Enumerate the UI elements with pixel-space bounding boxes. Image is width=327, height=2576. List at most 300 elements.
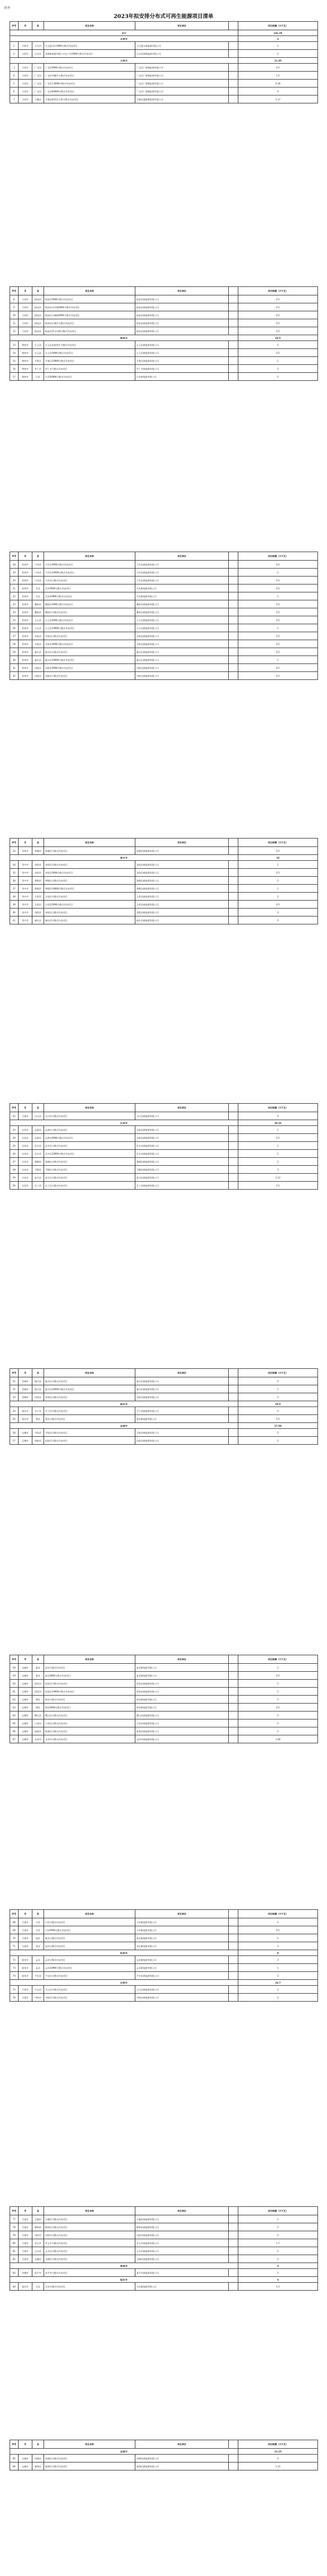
table-cell: 1 — [238, 1688, 318, 1696]
table-row — [10, 1393, 318, 1401]
table-cell: 右玉县5MW分散式风电项目 — [44, 349, 135, 357]
table-cell — [229, 847, 238, 855]
table-cell — [229, 365, 238, 373]
table-cell: 5 — [238, 1112, 318, 1120]
table-cell: 1.5 — [238, 72, 318, 80]
table-cell: 23 — [10, 600, 19, 608]
city-subtotal-row — [10, 1950, 318, 1956]
table-cell: 3 — [238, 1942, 318, 1950]
table-cell: 闻喜县分散式风电项目 — [44, 1680, 135, 1688]
table-cell: 1 — [238, 42, 318, 50]
table-cell: 兴县5MW分散式风电项目 — [44, 1926, 135, 1934]
table-cell: 40 — [10, 909, 19, 916]
table-cell: 平陆县 — [32, 1429, 44, 1437]
column-header: 项目规模（万千瓦） — [238, 1910, 318, 1918]
table-cell: 5.5 — [238, 1415, 318, 1423]
column-header: 项目单位 — [135, 1104, 229, 1112]
table-cell: 24 — [10, 608, 19, 616]
city-subtotal-row — [10, 2277, 318, 2283]
table-cell: 保德县 — [32, 847, 44, 855]
table-cell: 1 — [238, 2215, 318, 2223]
table-cell: 长治市 — [19, 1134, 32, 1142]
table-cell: 永济市分散式风电项目 — [44, 1735, 135, 1743]
table-row — [10, 2255, 318, 2263]
table-cell — [229, 1986, 238, 1994]
table-cell: 1 — [238, 1385, 318, 1393]
column-header: 序号 — [10, 552, 19, 561]
table-cell: 天镇县新荣区石桥分散式风电项目 — [44, 95, 135, 103]
column-header: 项目单位 — [135, 839, 229, 847]
table-cell: 平定县新能源有限公司 — [135, 1972, 229, 1980]
table-cell: 柳林县 — [32, 2223, 44, 2231]
table-cell: 临猗县 — [32, 1727, 44, 1735]
table-cell: 晋中市 — [19, 901, 32, 909]
table-cell: 阳高县 — [32, 311, 44, 319]
table-row — [10, 341, 318, 349]
table-cell — [229, 893, 238, 901]
table-cell: 代县5MW分散式风电项目 — [44, 584, 135, 592]
table-cell: 50 — [10, 1182, 19, 1190]
column-header: 序号 — [10, 1369, 19, 1377]
city-subtotal: 8 — [238, 1950, 318, 1956]
table-cell — [229, 1696, 238, 1704]
table-cell — [229, 632, 238, 640]
table-cell: 0.5 — [238, 672, 318, 680]
table-cell — [229, 600, 238, 608]
table-cell: 37 — [10, 885, 19, 893]
table-cell: 运城市 — [19, 1437, 32, 1445]
column-header: 项目名称 — [44, 1369, 135, 1377]
city-name: 临汾市 — [10, 1401, 238, 1407]
column-header: 市 — [19, 1369, 32, 1377]
table-cell: 吕梁市 — [19, 1986, 32, 1994]
column-header — [229, 2440, 238, 2449]
city-subtotal-row — [10, 1980, 318, 1986]
table-cell: 35 — [10, 869, 19, 877]
table-cell: 宁武县10MW分散式风电项目 — [44, 569, 135, 577]
table-cell: 长治市 — [19, 1142, 32, 1150]
table-cell: 4 — [10, 72, 19, 80]
table-cell: 文水县新能源有限公司 — [135, 2247, 229, 2255]
table-cell: 49 — [10, 1174, 19, 1182]
column-header: 市 — [19, 552, 32, 561]
table-cell — [229, 50, 238, 58]
table-row — [10, 349, 318, 357]
column-header: 项目规模（万千瓦） — [238, 1104, 318, 1112]
table-cell: 吉县分散式风电项目 — [44, 2283, 135, 2291]
column-header: 县 — [32, 1369, 44, 1377]
table-cell: 岢岚县新能源有限公司 — [135, 640, 229, 648]
column-header: 项目规模（万千瓦） — [238, 2440, 318, 2449]
table-cell: 73 — [10, 1964, 19, 1972]
table-cell: 21 — [10, 584, 19, 592]
table-cell: 交口县 — [32, 1112, 44, 1120]
table-cell: 万荣县 — [32, 1719, 44, 1727]
table-row — [10, 1182, 318, 1190]
table-cell: 78 — [10, 2223, 19, 2231]
table-row — [10, 1407, 318, 1415]
table-cell: 绛县新能源有限公司 — [135, 1696, 229, 1704]
table-row — [10, 295, 318, 303]
column-header: 市 — [19, 1910, 32, 1918]
table-cell: 60 — [10, 1680, 19, 1688]
column-header: 项目规模（万千瓦） — [238, 287, 318, 295]
table-cell: 宁武县5MW分散式风电项目 — [44, 561, 135, 569]
table-cell: 武乡县10MW分散式风电项目 — [44, 1150, 135, 1158]
table-row — [10, 319, 318, 327]
table-cell: 阳高县新能源有限公司 — [135, 327, 229, 335]
table-cell: 运城市 — [19, 1727, 32, 1735]
table-cell — [229, 2269, 238, 2277]
table-cell: 繁峙县新能源有限公司 — [135, 600, 229, 608]
table-cell: 陵川县10MW分散式风电项目 — [44, 1385, 135, 1393]
table-cell: 河曲县5MW分散式风电项目 — [44, 664, 135, 672]
table-cell — [229, 1672, 238, 1680]
table-row — [10, 373, 318, 381]
table-row — [10, 861, 318, 869]
table-cell: 广灵县 — [32, 64, 44, 72]
total-row — [10, 30, 318, 36]
column-header — [229, 1104, 238, 1112]
table-row — [10, 1711, 318, 1719]
table-cell: 汾阳市分散式风电项目 — [44, 2231, 135, 2239]
table-row — [10, 1704, 318, 1711]
table-cell: 83 — [10, 2269, 19, 2277]
table-cell: 平顺县分散式风电项目 — [44, 1166, 135, 1174]
table-cell: 48 — [10, 1166, 19, 1174]
city-subtotal: 10.5 — [238, 1401, 318, 1407]
table-cell: 宁武县新能源有限公司 — [135, 561, 229, 569]
table-cell: 74 — [10, 1972, 19, 1980]
table-cell — [229, 608, 238, 616]
table-cell: 陵川县 — [32, 1385, 44, 1393]
column-header: 项目单位 — [135, 2440, 229, 2449]
table-cell: 46 — [10, 1150, 19, 1158]
city-name: 阳泉市 — [10, 1950, 238, 1956]
table-cell: 26 — [10, 624, 19, 632]
city-name: 运城市 — [10, 2449, 238, 2455]
table-cell — [229, 1735, 238, 1743]
table-cell: 吕梁市 — [19, 1994, 32, 2002]
table-cell: 和顺县新能源有限公司 — [135, 877, 229, 885]
table-cell: 应县新能源有限公司 — [135, 373, 229, 381]
table-cell — [229, 901, 238, 909]
table-cell: 吕梁市 — [19, 2239, 32, 2247]
table-cell: 忻州市 — [19, 569, 32, 577]
table-row — [10, 303, 318, 311]
table-cell: 临猗县分散式风电项目 — [44, 1727, 135, 1735]
table-cell: 蒲县新能源有限公司 — [135, 1415, 229, 1423]
table-cell: 1 — [238, 2269, 318, 2277]
table-cell: 5 — [238, 1437, 318, 1445]
table-cell — [229, 327, 238, 335]
table-cell: 宁武县 — [32, 577, 44, 584]
table-cell: 运城市 — [19, 1704, 32, 1711]
table-cell: 85 — [10, 2455, 19, 2463]
table-cell — [229, 80, 238, 88]
table-cell: 75 — [10, 1986, 19, 1994]
table-cell: 广灵县广源新能源有限公司 — [135, 88, 229, 95]
table-row — [10, 561, 318, 569]
table-cell: 方山县新能源有限公司 — [135, 1986, 229, 1994]
city-name: 大同市 — [10, 58, 238, 64]
table-cell: 寿阳县 — [32, 909, 44, 916]
table-row — [10, 569, 318, 577]
city-name: 朔州市 — [10, 335, 238, 341]
table-cell: 大同市 — [19, 95, 32, 103]
table-cell: 31 — [10, 664, 19, 672]
table-cell: 昔阳县5MW分散式风电项目 — [44, 869, 135, 877]
city-name: 临汾市 — [10, 2277, 238, 2283]
city-subtotal-row — [10, 36, 318, 42]
table-cell: 五台县5MW分散式风电项目 — [44, 616, 135, 624]
table-cell: 芮城县 — [32, 2455, 44, 2463]
table-cell: 方山县 — [32, 1986, 44, 1994]
table-cell: 15 — [10, 357, 19, 365]
table-cell: 3 — [238, 1956, 318, 1964]
table-cell: 孝义市新能源有限公司 — [135, 2239, 229, 2247]
table-row — [10, 1385, 318, 1393]
table-cell: 昔阳县新能源有限公司 — [135, 861, 229, 869]
table-cell: 夏县5MW分散式风电项目 — [44, 1672, 135, 1680]
table-cell: 2 — [238, 1142, 318, 1150]
table-cell: 汾阳市 — [32, 2231, 44, 2239]
table-cell: 2 — [238, 50, 318, 58]
table-cell: 0.5 — [238, 847, 318, 855]
table-cell: 万荣县新能源有限公司 — [135, 1719, 229, 1727]
table-cell: 临汾市 — [19, 1415, 32, 1423]
table-cell: 寿阳县新能源有限公司 — [135, 909, 229, 916]
table-row — [10, 50, 318, 58]
project-table-page-7 — [10, 1655, 318, 1743]
city-subtotal-row — [10, 335, 318, 341]
table-cell: 武乡县分散式风电项目 — [44, 1142, 135, 1150]
table-cell: 3.17 — [238, 95, 318, 103]
city-subtotal-row — [10, 1401, 318, 1407]
table-cell: 0.5 — [238, 616, 318, 624]
table-cell: 运城市 — [19, 2463, 32, 2470]
project-table-page-3 — [10, 552, 318, 680]
table-cell: 0.5 — [238, 577, 318, 584]
table-cell — [229, 1664, 238, 1672]
table-cell: 运城市 — [19, 1696, 32, 1704]
table-cell: 临县分散式风电项目 — [44, 1934, 135, 1942]
table-cell: 1 — [10, 42, 19, 50]
table-cell: 陵川县新能源有限公司 — [135, 1385, 229, 1393]
table-cell: 51 — [10, 1377, 19, 1385]
table-row — [10, 1437, 318, 1445]
table-cell: 80 — [10, 2239, 19, 2247]
table-cell: 榆社县 — [32, 916, 44, 924]
table-cell: 永济市 — [32, 1735, 44, 1743]
project-table-page-5 — [10, 1103, 318, 1190]
column-header: 县 — [32, 22, 44, 30]
table-cell: 1 — [238, 885, 318, 893]
table-cell: 运城市 — [19, 1735, 32, 1743]
table-cell: 55 — [10, 1415, 19, 1423]
table-cell: 岢岚县新能源有限公司 — [135, 632, 229, 640]
table-cell — [229, 1918, 238, 1926]
table-cell: 岢岚县分散式风电项目 — [44, 632, 135, 640]
table-cell: 1 — [238, 656, 318, 664]
table-cell — [229, 1182, 238, 1190]
table-header-row — [10, 2440, 318, 2449]
table-cell: 0.5 — [238, 640, 318, 648]
table-cell: 兴县新能源有限公司 — [135, 1926, 229, 1934]
table-cell: 长治市 — [19, 1174, 32, 1182]
table-cell: 阳高县长城乡分散式风电项目 — [44, 319, 135, 327]
table-cell: 盂县新能源有限公司 — [135, 1964, 229, 1972]
table-cell — [229, 1385, 238, 1393]
table-cell — [229, 869, 238, 877]
table-cell: 62 — [10, 1696, 19, 1704]
city-name: 晋中市 — [10, 855, 238, 861]
table-cell: 闻喜县新能源有限公司 — [135, 1688, 229, 1696]
table-cell: 河曲县新能源有限公司 — [135, 672, 229, 680]
table-row — [10, 327, 318, 335]
table-cell: 沁源县新能源有限公司 — [135, 1134, 229, 1142]
table-cell: 临县新能源有限公司 — [135, 1934, 229, 1942]
table-cell: 大同市 — [19, 64, 32, 72]
table-cell: 忻州市 — [19, 600, 32, 608]
table-cell: 宁武县新能源有限公司 — [135, 569, 229, 577]
column-header — [229, 839, 238, 847]
table-cell: 14 — [10, 349, 19, 357]
table-cell: 阳高县 — [32, 303, 44, 311]
table-row — [10, 600, 318, 608]
table-cell: 阳泉市 — [19, 1972, 32, 1980]
table-cell: 稷山县 — [32, 1711, 44, 1719]
table-row — [10, 1956, 318, 1964]
table-cell: 交城县分散式风电项目 — [44, 2255, 135, 2263]
table-cell: 平顺县 — [32, 1166, 44, 1174]
table-row — [10, 1986, 318, 1994]
table-row — [10, 893, 318, 901]
table-cell: 晋中市 — [19, 861, 32, 869]
table-cell: 晋城市 — [19, 1393, 32, 1401]
table-cell — [229, 648, 238, 656]
column-header: 项目名称 — [44, 2207, 135, 2215]
table-cell: 0.5 — [238, 664, 318, 672]
table-cell: 1 — [238, 569, 318, 577]
table-cell: 芮城县分散式风电项目 — [44, 2455, 135, 2463]
table-cell: 0.5 — [238, 632, 318, 640]
table-cell: 16 — [10, 365, 19, 373]
column-header: 项目规模（万千瓦） — [238, 2207, 318, 2215]
table-cell: 吕梁市 — [19, 1112, 32, 1120]
table-cell: 忻州市 — [19, 561, 32, 569]
table-cell: 忻州市 — [19, 616, 32, 624]
table-cell: 广灵县60MW分散式风电项目 — [44, 88, 135, 95]
table-cell — [229, 1415, 238, 1423]
table-cell: 阳高县 — [32, 295, 44, 303]
table-cell — [229, 1150, 238, 1158]
table-cell: 夏县 — [32, 1664, 44, 1672]
table-cell: 阳高县 — [32, 327, 44, 335]
table-cell: 56 — [10, 1429, 19, 1437]
table-cell: 临县 — [32, 1934, 44, 1942]
table-cell: 晋中市 — [19, 909, 32, 916]
table-cell: 平定县 — [32, 1972, 44, 1980]
table-cell: 蒲县 — [32, 1415, 44, 1423]
table-cell — [229, 577, 238, 584]
attachment-label: 附件 — [4, 6, 11, 10]
table-cell: 38 — [10, 893, 19, 901]
table-cell: 晋中市 — [19, 916, 32, 924]
table-cell: 大同市 — [19, 303, 32, 311]
table-row — [10, 624, 318, 632]
column-header — [229, 1369, 238, 1377]
table-cell: 岚县 — [32, 1942, 44, 1950]
table-cell: 2 — [238, 1918, 318, 1926]
table-cell: 忻州市 — [19, 648, 32, 656]
table-row — [10, 869, 318, 877]
table-cell — [229, 72, 238, 80]
table-cell: 稷山县分散式风电项目 — [44, 1711, 135, 1719]
column-header: 项目名称 — [44, 839, 135, 847]
table-cell: 古交市 — [32, 50, 44, 58]
table-cell: 2 — [10, 50, 19, 58]
table-cell: 右玉县新能源有限公司 — [135, 341, 229, 349]
column-header: 县 — [32, 1910, 44, 1918]
table-cell: 孝义市 — [32, 2239, 44, 2247]
table-cell: 偏关县新能源有限公司 — [135, 656, 229, 664]
column-header: 项目单位 — [135, 1910, 229, 1918]
table-row — [10, 1964, 318, 1972]
column-header: 县 — [32, 2440, 44, 2449]
table-cell: 陵川县新能源有限公司 — [135, 1377, 229, 1385]
document-title: 2023年拟安排分布式可再生能源项目清单 — [114, 14, 213, 20]
table-cell: 盂县新能源有限公司 — [135, 1956, 229, 1964]
column-header: 市 — [19, 22, 32, 30]
table-cell: 汾阳市新能源有限公司 — [135, 2231, 229, 2239]
table-cell — [229, 1126, 238, 1134]
table-cell: 9 — [10, 303, 19, 311]
table-cell: 黎城县 — [32, 1158, 44, 1166]
table-cell: 昔阳县 — [32, 869, 44, 877]
table-row — [10, 1672, 318, 1680]
table-row — [10, 80, 318, 88]
table-cell: 长子县新能源有限公司 — [135, 1182, 229, 1190]
table-cell: 71 — [10, 1942, 19, 1950]
table-cell: 忻州市 — [19, 624, 32, 632]
table-cell: 泽州县新能源有限公司 — [135, 1393, 229, 1401]
table-cell: 1 — [238, 1964, 318, 1972]
city-subtotal: 3 — [238, 2263, 318, 2269]
table-cell: 69 — [10, 1926, 19, 1934]
table-row — [10, 1166, 318, 1174]
table-cell: 新绛县 — [32, 2463, 44, 2470]
table-header-row — [10, 1104, 318, 1112]
column-header: 项目名称 — [44, 2440, 135, 2449]
column-header: 项目规模（万千瓦） — [238, 22, 318, 30]
table-cell: 右玉县 — [32, 349, 44, 357]
table-cell: 临汾市 — [19, 2283, 32, 2291]
table-row — [10, 1688, 318, 1696]
table-cell: 芮城县新能源有限公司 — [135, 2455, 229, 2463]
table-cell: 5 — [238, 916, 318, 924]
table-row — [10, 357, 318, 365]
table-cell: 繁峙县5MW分散式风电项目 — [44, 600, 135, 608]
table-cell: 高平市 — [32, 2269, 44, 2277]
city-subtotal: 11.15 — [238, 2449, 318, 2455]
table-cell: 2 — [238, 877, 318, 885]
column-header: 县 — [32, 552, 44, 561]
total-label: 合计 — [10, 30, 238, 36]
table-cell: 0.5 — [238, 1134, 318, 1142]
table-cell: 6 — [10, 88, 19, 95]
table-cell: 和顺县 — [32, 885, 44, 893]
